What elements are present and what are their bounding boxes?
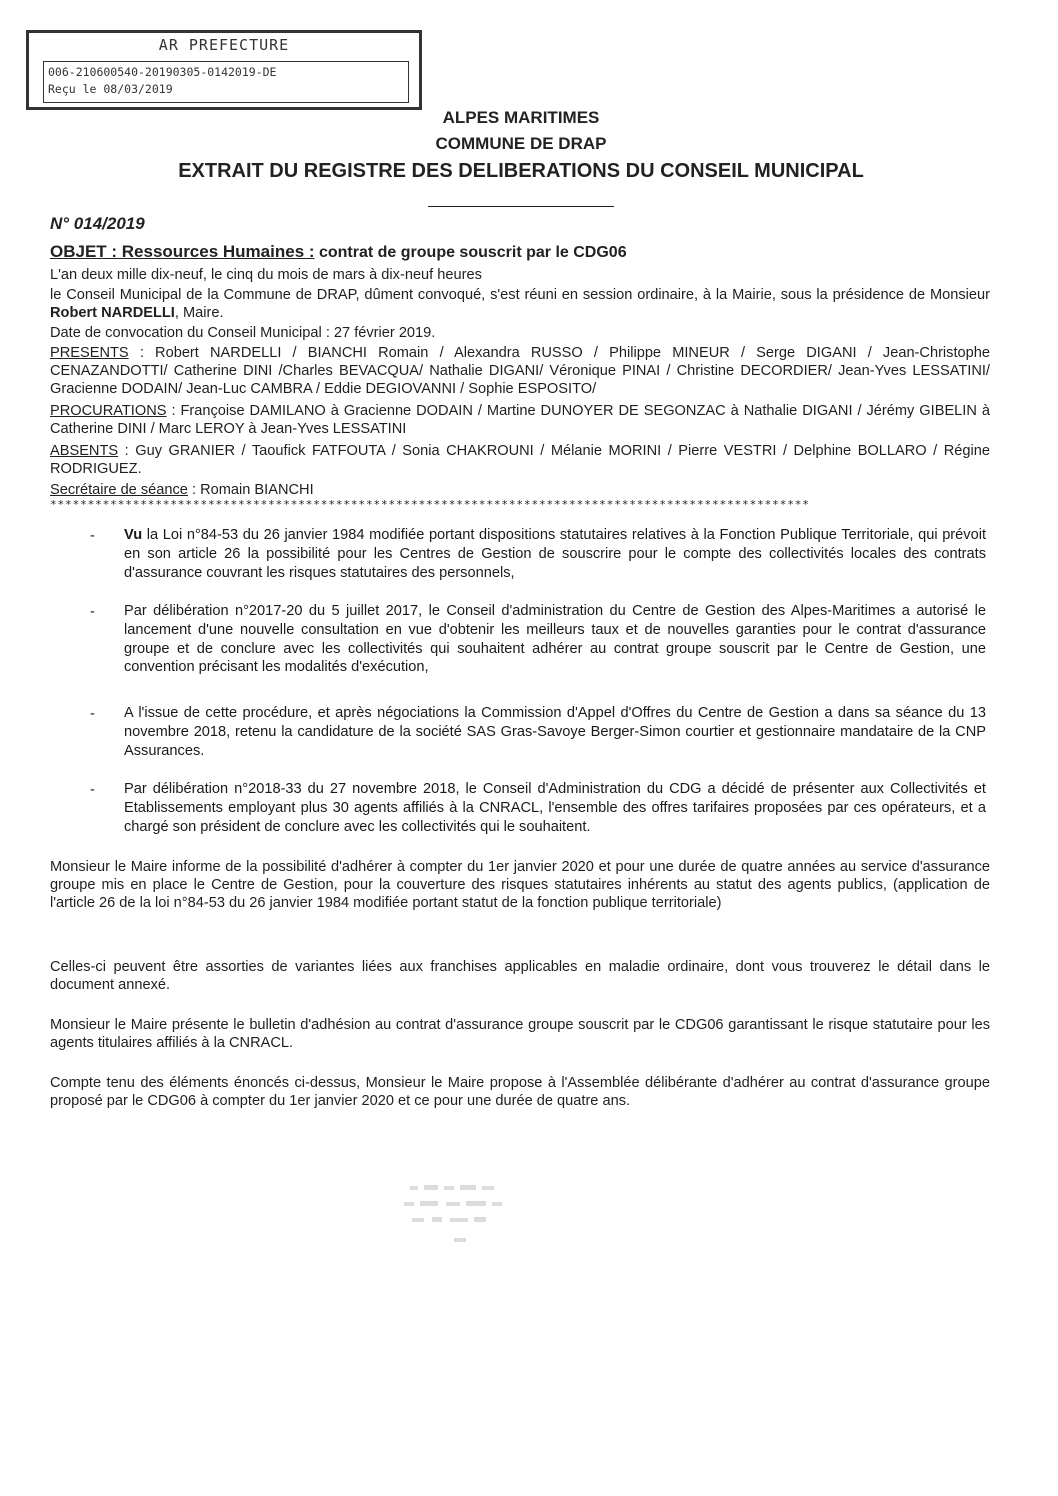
star-separator: ***************************************************************************************************** [50, 498, 810, 511]
bullet-item-4: Par délibération n°2018-33 du 27 novembre 2018, le Conseil d'Administration du CDG a décidé de présenter aux Collectivités et Etablissements employant plus 30 agents affiliés à la CNRACL, l'ensemble des offres tarifaires proposées par ces opérateurs, et a chargé son président de conclure avec les collectivités qui le souhaitent. [124, 781, 986, 835]
procurations-text: : Françoise DAMILANO à Gracienne DODAIN / Martine DUNOYER DE SEGONZAC à Nathalie DIGANI / Jérémy GIBELIN à Catherine DINI / Marc LEROY à Jean-Yves LESSATINI [50, 403, 990, 438]
header-register-title: EXTRAIT DU REGISTRE DES DELIBERATIONS DU CONSEIL MUNICIPAL [178, 160, 864, 182]
bullet-dash-1: - [90, 528, 95, 544]
bullet-item-2: Par délibération n°2017-20 du 5 juillet 2017, le Conseil d'administration du Centre de Gestion des Alpes-Maritimes a autorisé le lancement d'une nouvelle consultation en vue d'obtenir les meilleurs taux et de nouvelles garanties pour le contrat d'assurance groupe et de conclure avec les collectivités qui souhaitent adhérer au contrat groupe souscrit par le Centre de Gestion, une convention précisant les modalités d'exécution, [124, 603, 986, 676]
paragraph-2: Celles-ci peuvent être assorties de variantes liées aux franchises applicables en maladie ordinaire, dont vous trouverez le détail dans le document annexé. [50, 959, 990, 994]
secretaire-label: Secrétaire de séance [50, 482, 188, 498]
deliberation-number: N° 014/2019 [50, 214, 145, 233]
bullet-dash-4: - [90, 782, 95, 798]
intro-suffix: , Maire. [174, 305, 224, 322]
intro-line-2 [50, 286, 990, 322]
presents-label: PRESENTS [50, 345, 129, 361]
stamp-id: 006-210600540-20190305-0142019-DE [48, 65, 277, 79]
header-divider [428, 206, 614, 207]
convocation-date: Date de convocation du Conseil Municipal : 27 février 2019. [50, 325, 436, 341]
stamp-details [43, 61, 409, 103]
presents-block [50, 344, 990, 399]
procurations-label: PROCURATIONS [50, 403, 167, 419]
secretaire-text: : Romain BIANCHI [187, 482, 314, 498]
paragraph-1: Monsieur le Maire informe de la possibilité d'adhérer à compter du 1er janvier 2020 et pour une durée de quatre années au service d'assurance groupe mis en place le Centre de Gestion, pour la couverture des risques statutaires inhérents au statut des agents publics, (application de l'article 26 de la loi n°84-53 du 26 janvier 1984 modifiée portant statut de la fonction publique territoriale) [50, 859, 990, 912]
bullet-dash-3: - [90, 706, 95, 722]
paragraph-3: Monsieur le Maire présente le bulletin d'adhésion au contrat d'assurance groupe souscrit par le CDG06 garantissant le risque statutaire pour les agents titulaires affiliés à la CNRACL. [50, 1017, 990, 1052]
absents-block [50, 442, 990, 478]
header-commune: COMMUNE DE DRAP [435, 134, 607, 153]
prefecture-stamp [26, 30, 422, 110]
secretaire-block [50, 481, 990, 499]
stamp-title: AR PREFECTURE [158, 36, 290, 54]
header-department: ALPES MARITIMES [442, 108, 600, 127]
faded-stamp-mark [400, 1180, 520, 1260]
intro-line-1: L'an deux mille dix-neuf, le cinq du mois de mars à dix-neuf heures [50, 267, 482, 283]
objet-text: contrat de groupe souscrit par le CDG06 [314, 244, 627, 261]
absents-label: ABSENTS [50, 443, 119, 459]
bullet-dash-2: - [90, 604, 95, 620]
mayor-name: Robert NARDELLI [50, 305, 175, 322]
bullet-item-3: A l'issue de cette procédure, et après négociations la Commission d'Appel d'Offres du Centre de Gestion a dans sa séance du 13 novembre 2018, retenu la candidature de la société SAS Gras-Savoye Berger-Simon courtier et gestionnaire mandataire de la CNP Assurances. [124, 705, 986, 759]
objet-label: OBJET : Ressources Humaines : [50, 242, 315, 261]
intro-text: le Conseil Municipal de la Commune de DRAP, dûment convoqué, s'est réuni en session ordinaire, à la Mairie, sous la présidence de Monsieur [50, 287, 990, 303]
stamp-received: Reçu le 08/03/2019 [48, 82, 173, 96]
procurations-block [50, 402, 990, 438]
paragraph-4: Compte tenu des éléments énoncés ci-dessus, Monsieur le Maire propose à l'Assemblée délibérante d'adhérer au contrat d'assurance groupe proposé par le CDG06 à compter du 1er janvier 2020 et ce pour une durée de quatre ans. [50, 1075, 990, 1110]
bullet-lead: Vu [124, 527, 143, 543]
presents-text: : Robert NARDELLI / BIANCHI Romain / Alexandra RUSSO / Philippe MINEUR / Serge DIGANI / Jean-Christophe CENAZANDOTTI/ Catherine DINI /Charles BEVACQUA/ Nathalie DIGANI/ Véronique PINAI / Christine DECORDIER/ Jean-Yves LESSATINI/ Gracienne DODAIN/ Jean-Luc CAMBRA / Eddie DEGIOVANNI / Sophie ESPOSITO/ [50, 345, 990, 398]
bullet-text: la Loi n°84-53 du 26 janvier 1984 modifiée portant dispositions statutaires relatives à la Fonction Publique Territoriale, qui prévoit en son article 26 la possibilité pour les Centres de Gestion de souscrire pour le compte des collectivités locales des contrats d'assurance couvrant les risques statutaires des personnels, [124, 527, 986, 581]
objet-line [50, 242, 627, 262]
absents-text: : Guy GRANIER / Taoufick FATFOUTA / Sonia CHAKROUNI / Mélanie MORINI / Pierre VESTRI / Delphine BOLLARO / Régine RODRIGUEZ. [50, 443, 990, 478]
bullet-item-1 [124, 526, 986, 582]
